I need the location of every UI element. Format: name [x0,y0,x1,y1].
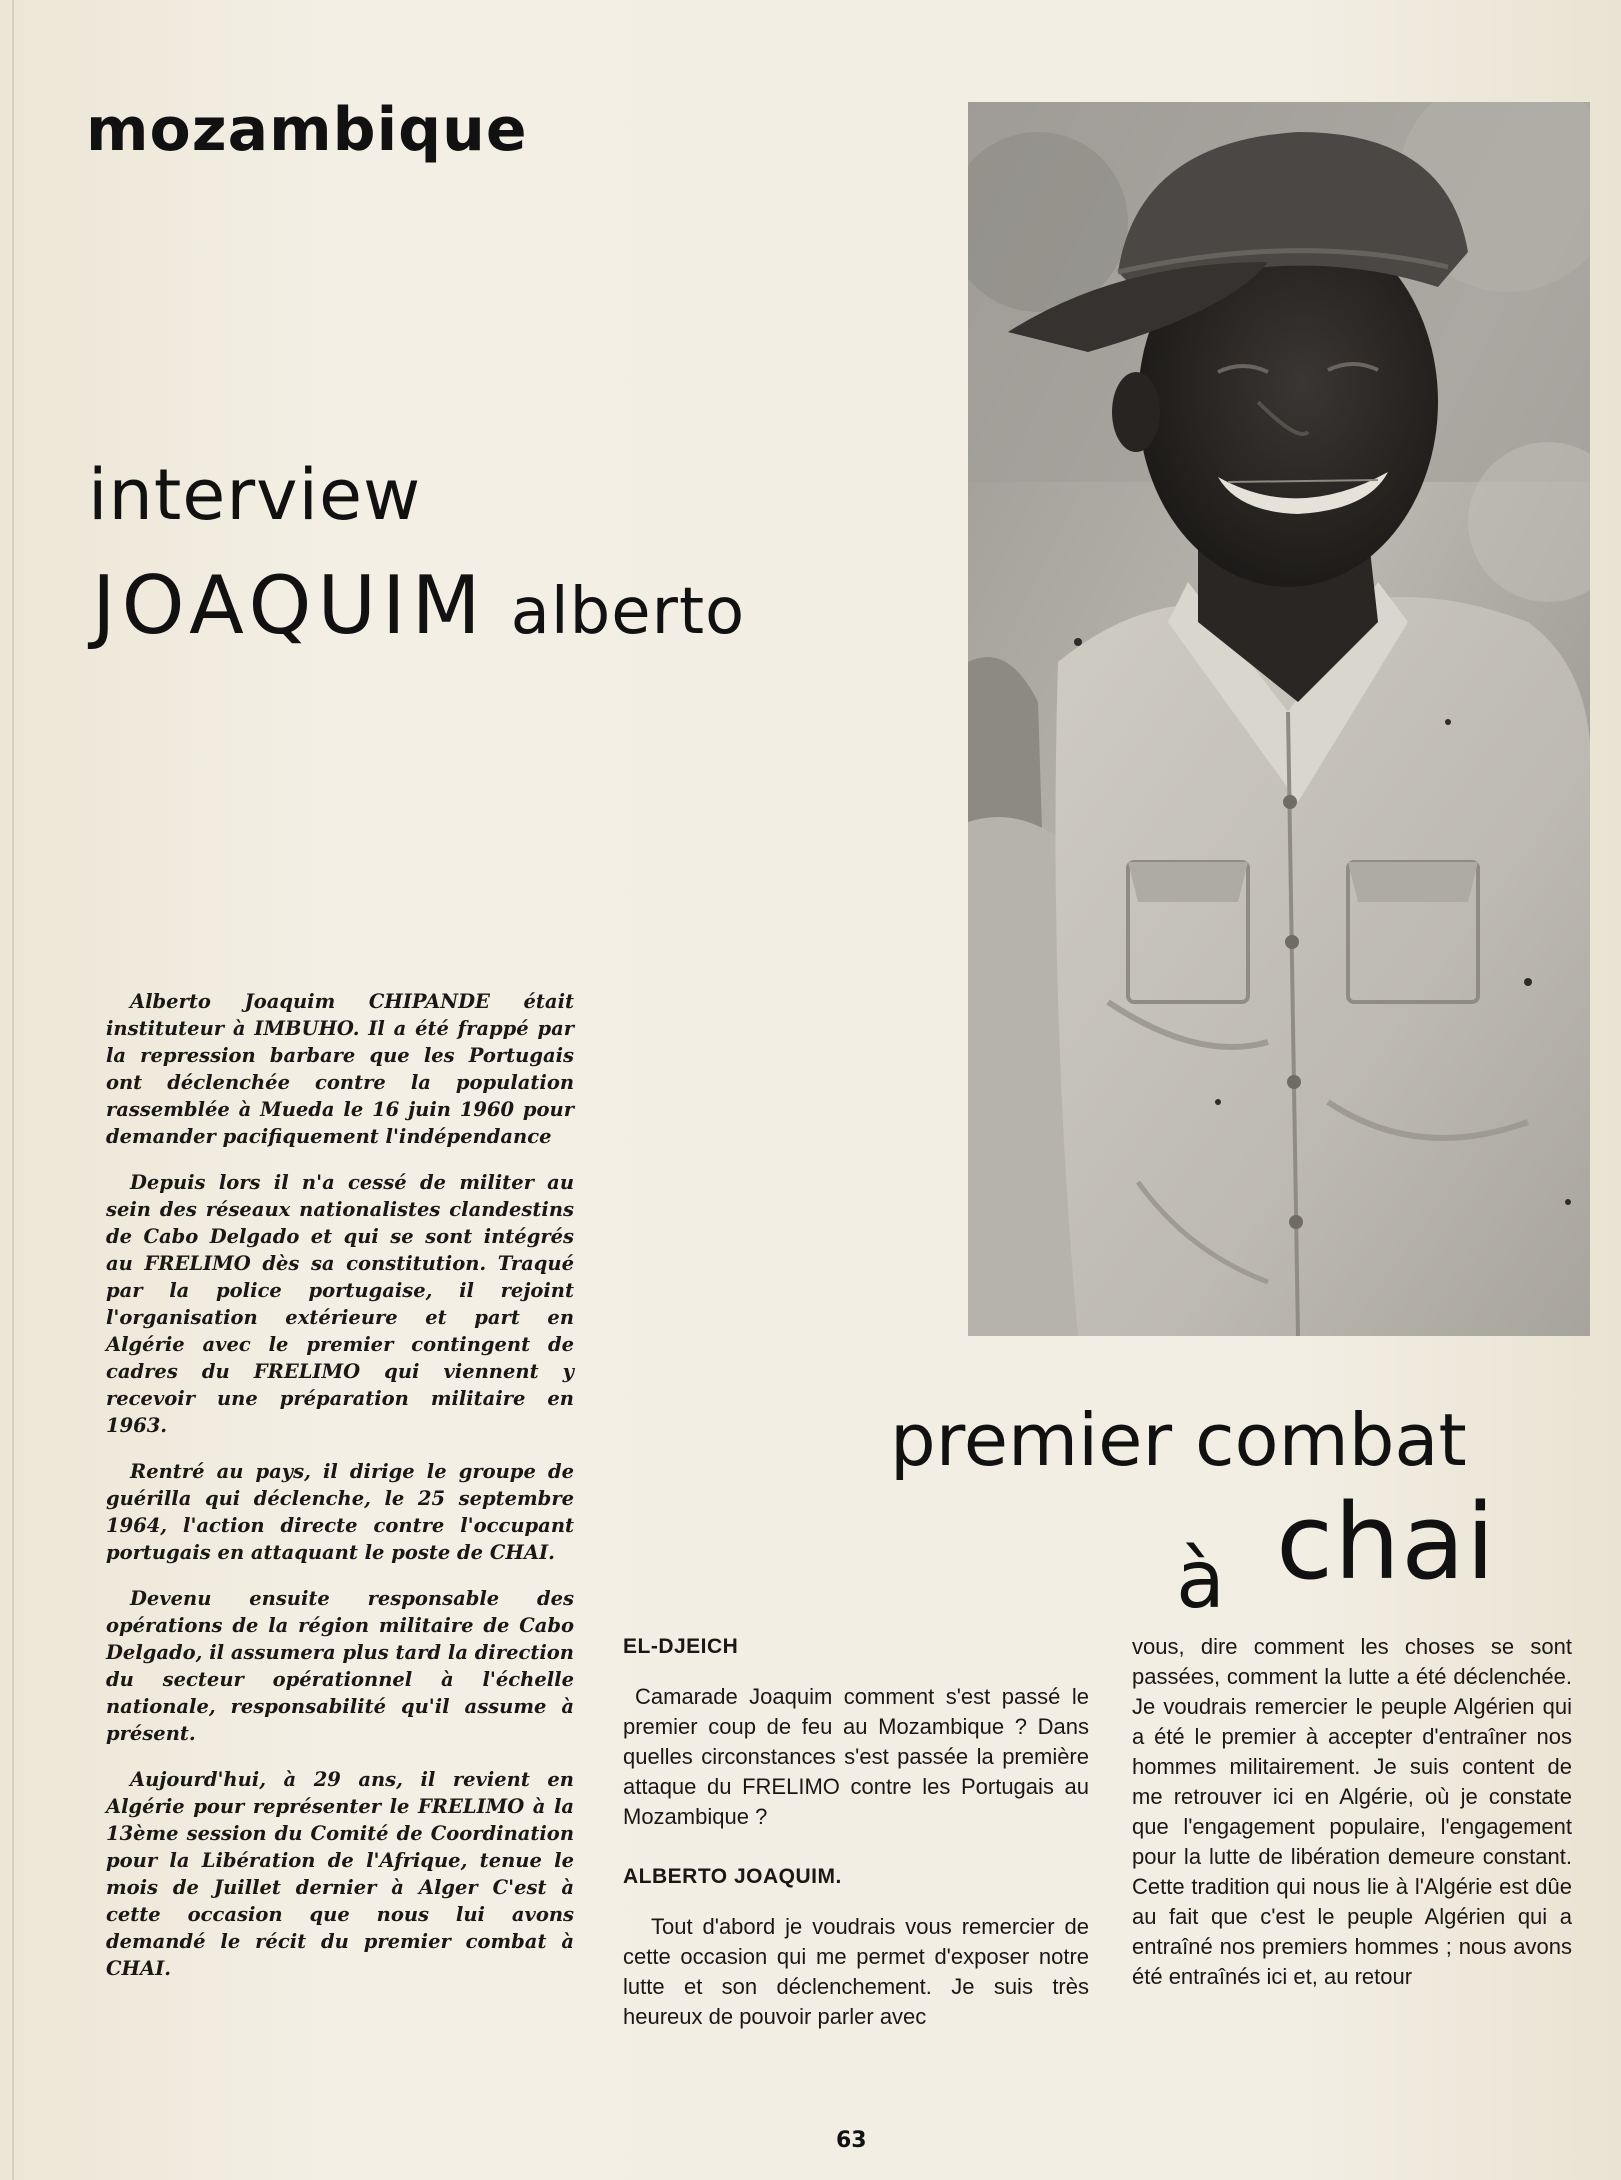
page-binding-edge [12,0,14,2180]
interview-column-right [1132,1632,1572,1992]
page-number: 63 [836,2128,867,2153]
bio-paragraph: Rentré au pays, il dirige le groupe de guérilla qui déclenche, le 25 septembre 1964, l'action directe contre l'occupant portugais en attaquant le poste de CHAI. [106,1460,574,1564]
bio-paragraph: Depuis lors il n'a cessé de militer au sein des réseaux nationalistes clandestins de Cabo Delgado et qui se sont intégrés au FRELIMO dès sa constitution. Traqué par la police portugaise, il rejoint l'organisation extérieure et part en Algérie avec le premier contingent de cadres du FRELIMO qui viennent y recevoir une préparation militaire en 1963. [106,1171,574,1437]
bleed-through-left [600,250,900,1350]
bio-paragraph: Alberto Joaquim CHIPANDE était instituteur à IMBUHO. Il a été frappé par la repression barbare que les Portugais ont déclenchée contre la population rassemblée à Mueda le 16 juin 1960 pour demander pacifiquement l'indépendance [106,990,574,1148]
bio-intro [106,988,574,2001]
interview-answer: Tout d'abord je voudrais vous remercier de cette occasion qui me permet d'exposer notre lutte et son déclenchement. Je suis très heureux de pouvoir parler avec [623,1914,1089,2029]
interview-heading: interview [88,454,422,536]
interviewer-label: EL-DJEICH [623,1635,739,1658]
article-title: premier combat [890,1398,1467,1482]
bio-paragraph: Aujourd'hui, à 29 ans, il revient en Algérie pour représenter le FRELIMO à la 13ème session du Comité de Coordination pour la Libération de l'Afrique, tenue le mois de Juillet dernier à Alger C'est à cette occasion que nous lui avons demandé le récit du premier combat à CHAI. [106,1768,574,1980]
portrait-photo [968,102,1590,1336]
bio-paragraph: Devenu ensuite responsable des opérations de la région militaire de Cabo Delgado, il assumera plus tard la direction du secteur opérationnel à l'échelle nationale, responsabilité qu'il assume à présent. [106,1587,574,1745]
article-title-preposition: à [1176,1533,1226,1626]
respondent-label: ALBERTO JOAQUIM. [623,1865,842,1888]
interviewee-first-name: JOAQUIM [92,559,487,652]
portrait-photo-icon [968,102,1590,1336]
article-title-place: chai [1276,1481,1496,1603]
interview-column-middle [623,1632,1089,2032]
interview-question: Camarade Joaquim comment s'est passé le premier coup de feu au Mozambique ? Dans quelles circonstances s'est passée la première attaque du FRELIMO contre les Portugais au Mozambique ? [623,1684,1089,1829]
interviewee-last-name: alberto [510,575,746,649]
interview-answer-continued: vous, dire comment les choses se sont passées, comment la lutte a été déclenchée. Je voudrais remercier le peuple Algérien qui a été le premier à accepter d'entraîner nos hommes militairement. Je suis content de me retrouver ici en Algérie, où je constate que l'engagement populaire, l'engagement pour la lutte de libération demeure constant. Cette tradition qui nous lie à l'Algérie est dûe au fait que c'est le peuple Algérien qui a entraîné nos premiers hommes ; nous avons été entraînés ici et, au retour [1132,1634,1572,1989]
section-title: mozambique [86,95,528,165]
interviewee-name [92,559,746,652]
